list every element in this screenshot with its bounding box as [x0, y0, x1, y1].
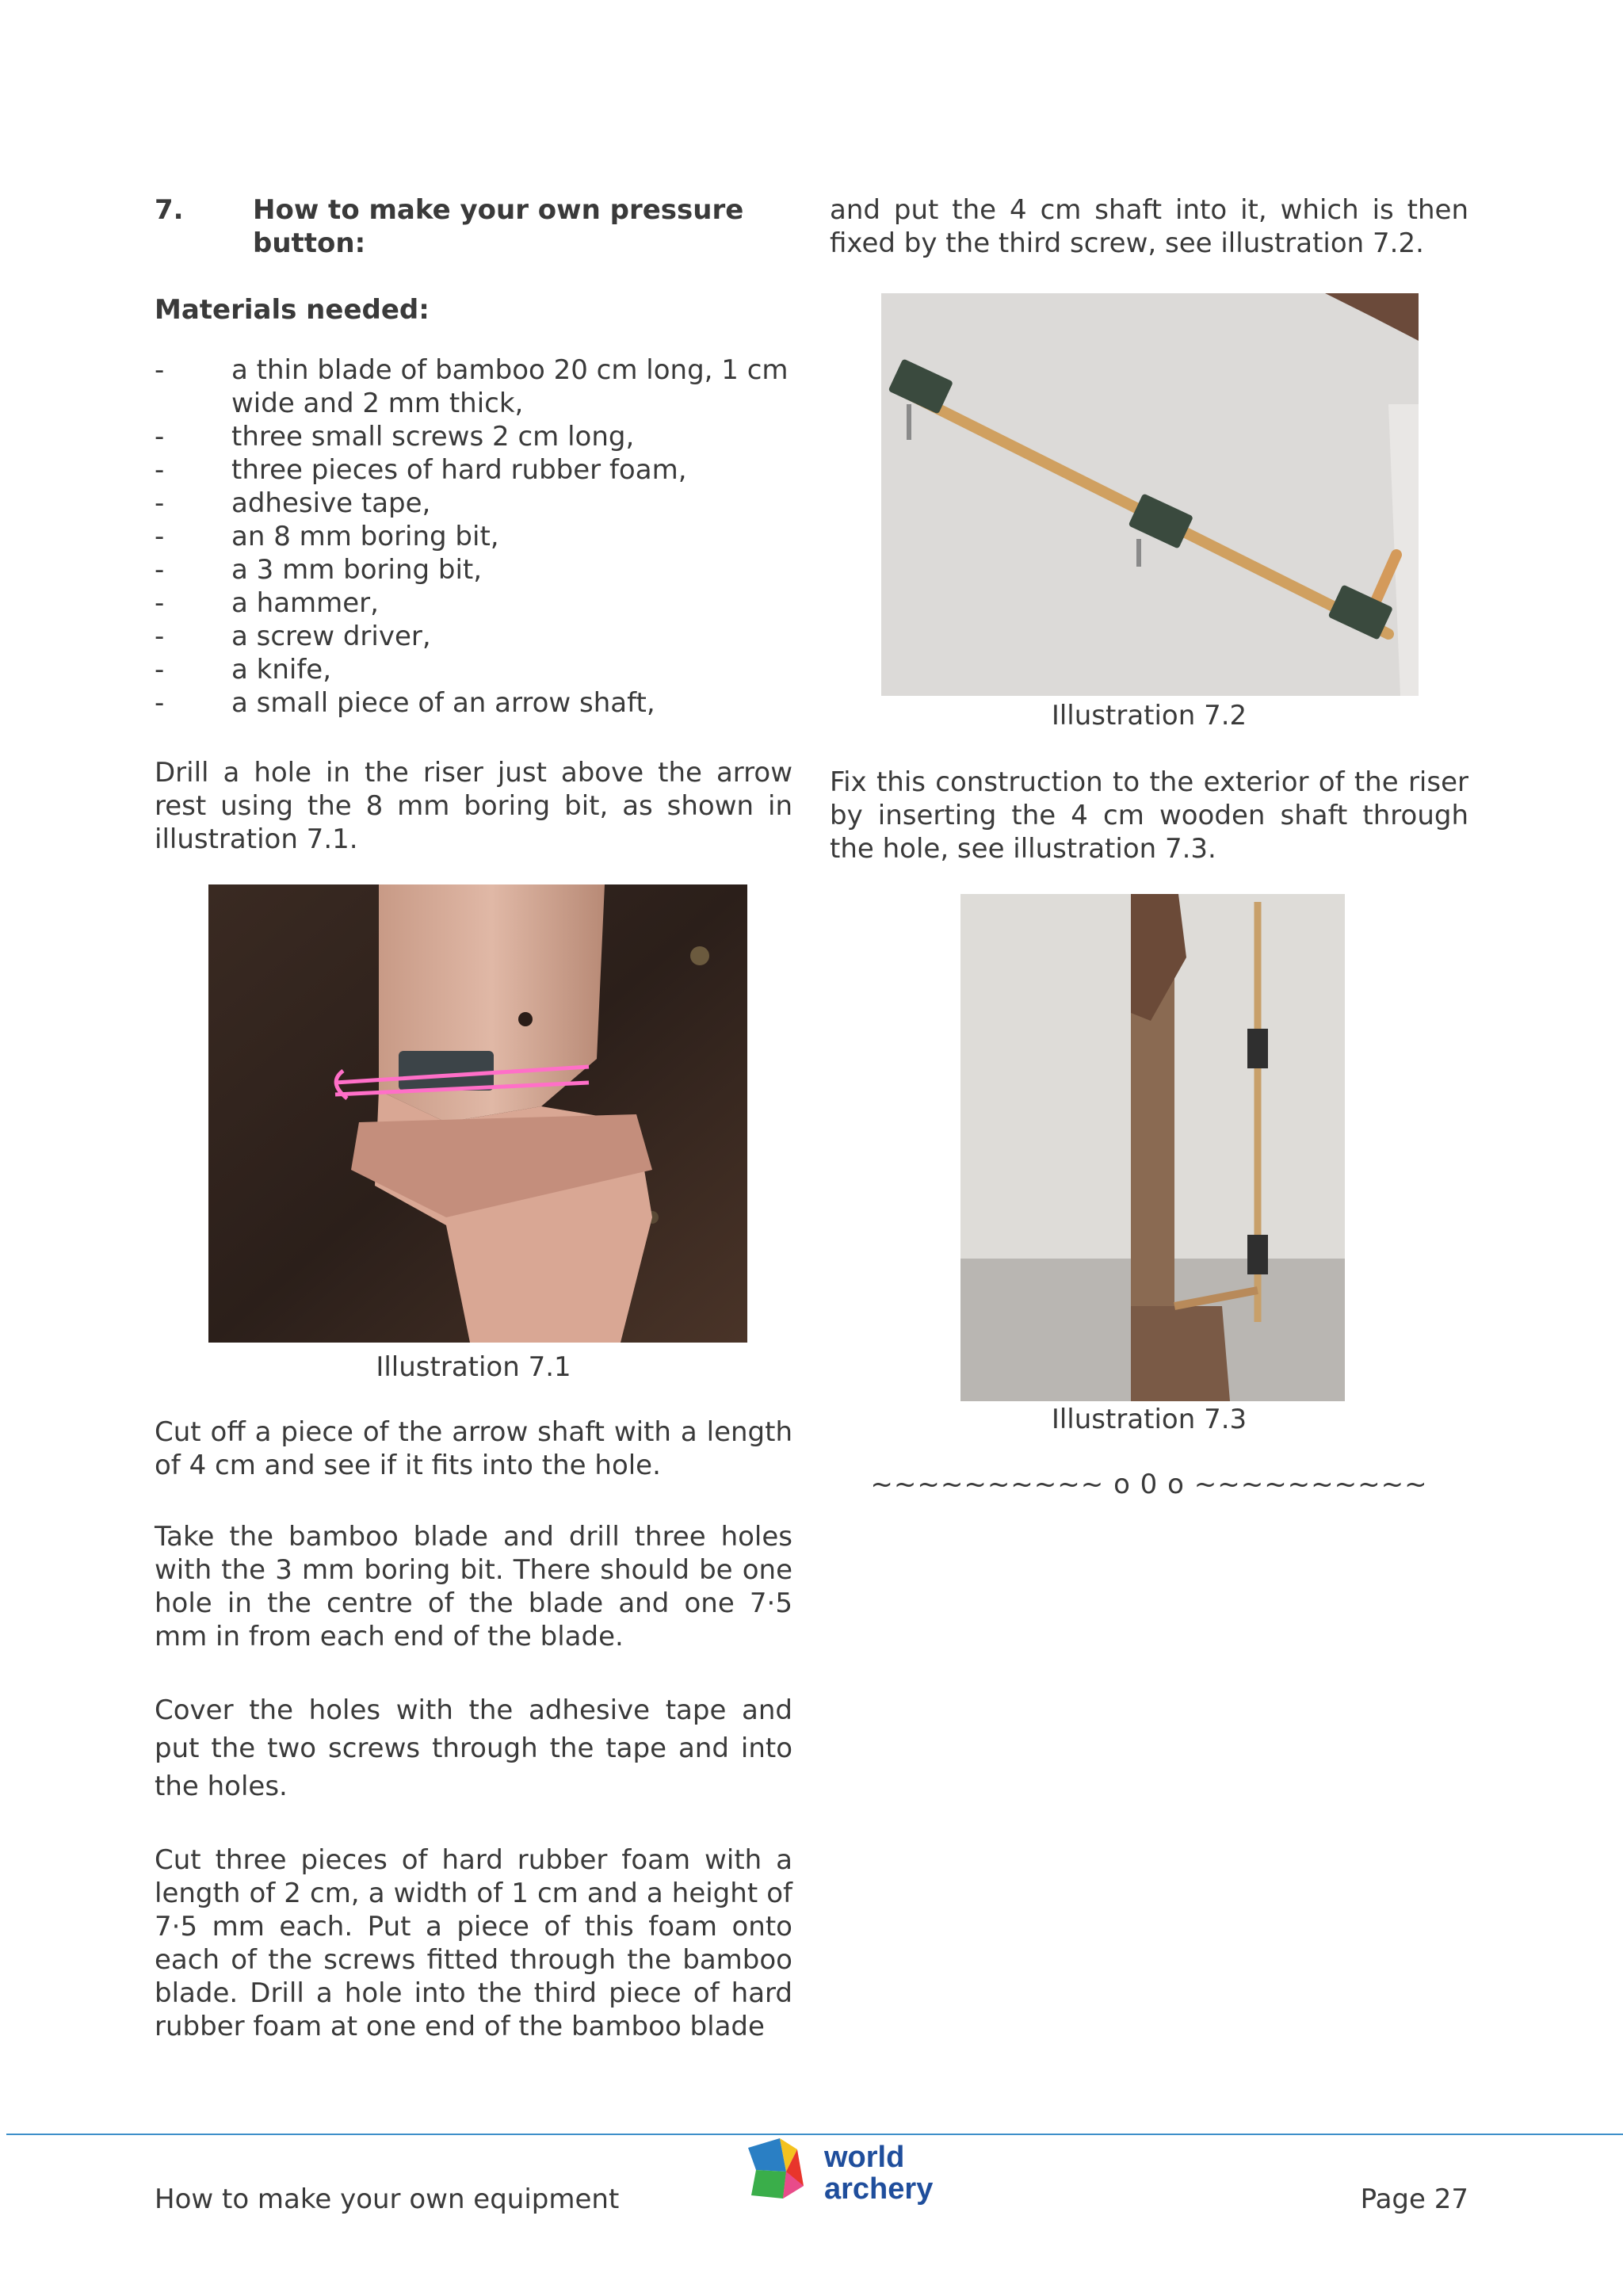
- end-separator: ~~~~~~~~~~ o 0 o ~~~~~~~~~~: [870, 1469, 1428, 1500]
- illustration-7-3-photo: [960, 894, 1345, 1401]
- right-column: [830, 193, 1468, 1501]
- paragraph-put-shaft: and put the 4 cm shaft into it, which is then fixed by the third screw, see illustration 7.2.: [830, 194, 1468, 259]
- caption-7-2: Illustration 7.2: [1051, 700, 1247, 732]
- list-item: - adhesive tape,: [155, 487, 431, 519]
- illustration-7-2-photo: [881, 293, 1419, 696]
- paragraph-bamboo-holes: Take the bamboo blade and drill three holes with the 3 mm boring bit. There should be one hole in the centre of the blade and one 7·5 mm in from each end of the blade.: [155, 1521, 792, 1652]
- list-item: - a hammer,: [155, 587, 379, 619]
- list-item: - a knife,: [155, 654, 332, 686]
- left-column: [155, 193, 792, 2043]
- paragraph-cut-shaft: Cut off a piece of the arrow shaft with a length of 4 cm and see if it fits into the hole.: [155, 1416, 792, 1481]
- paragraph-fix-construction: Fix this construction to the exterior of the riser by inserting the 4 cm wooden shaft through the hole, see illustration 7.3.: [830, 766, 1468, 865]
- materials-list: [155, 353, 792, 720]
- list-item: - three pieces of hard rubber foam,: [155, 454, 687, 486]
- paragraph-adhesive-tape: Cover the holes with the adhesive tape and put the two screws through the tape and into the holes.: [155, 1694, 792, 1802]
- caption-7-1: Illustration 7.1: [376, 1351, 571, 1383]
- list-item: - three small screws 2 cm long,: [155, 421, 635, 453]
- section-heading: [155, 193, 792, 260]
- footer-document-title: How to make your own equipment: [155, 2183, 620, 2215]
- paragraph-rubber-foam: Cut three pieces of hard rubber foam with a length of 2 cm, a width of 1 cm and a height of 7·5 mm each. Put a piece of this foam onto each of the screws fitted through the bamboo blade. Drill a hole into the third piece of hard rubber foam at one end of the bamboo blade: [155, 1844, 792, 2042]
- list-item: - a 3 mm boring bit,: [155, 554, 483, 586]
- section-number: 7.: [155, 194, 184, 226]
- list-item: - an 8 mm boring bit,: [155, 521, 499, 552]
- world-archery-logo: [748, 2134, 954, 2206]
- illustration-7-1-photo: [208, 884, 747, 1343]
- list-item: - a small piece of an arrow shaft,: [155, 687, 655, 719]
- logo-word-world: world: [824, 2141, 905, 2174]
- paragraph-drill-hole: Drill a hole in the riser just above the arrow rest using the 8 mm boring bit, as shown in illustration 7.1.: [155, 757, 792, 855]
- caption-7-3: Illustration 7.3: [1051, 1404, 1247, 1435]
- footer-page-number: Page 27: [1360, 2183, 1468, 2215]
- list-item: - a screw driver,: [155, 621, 431, 652]
- materials-heading: Materials needed:: [155, 294, 430, 326]
- logo-word-archery: archery: [824, 2172, 934, 2206]
- list-item: - a thin blade of bamboo 20 cm long, 1 cm wide and 2 mm thick,: [155, 354, 789, 419]
- section-title: How to make your own pressure button:: [253, 194, 744, 259]
